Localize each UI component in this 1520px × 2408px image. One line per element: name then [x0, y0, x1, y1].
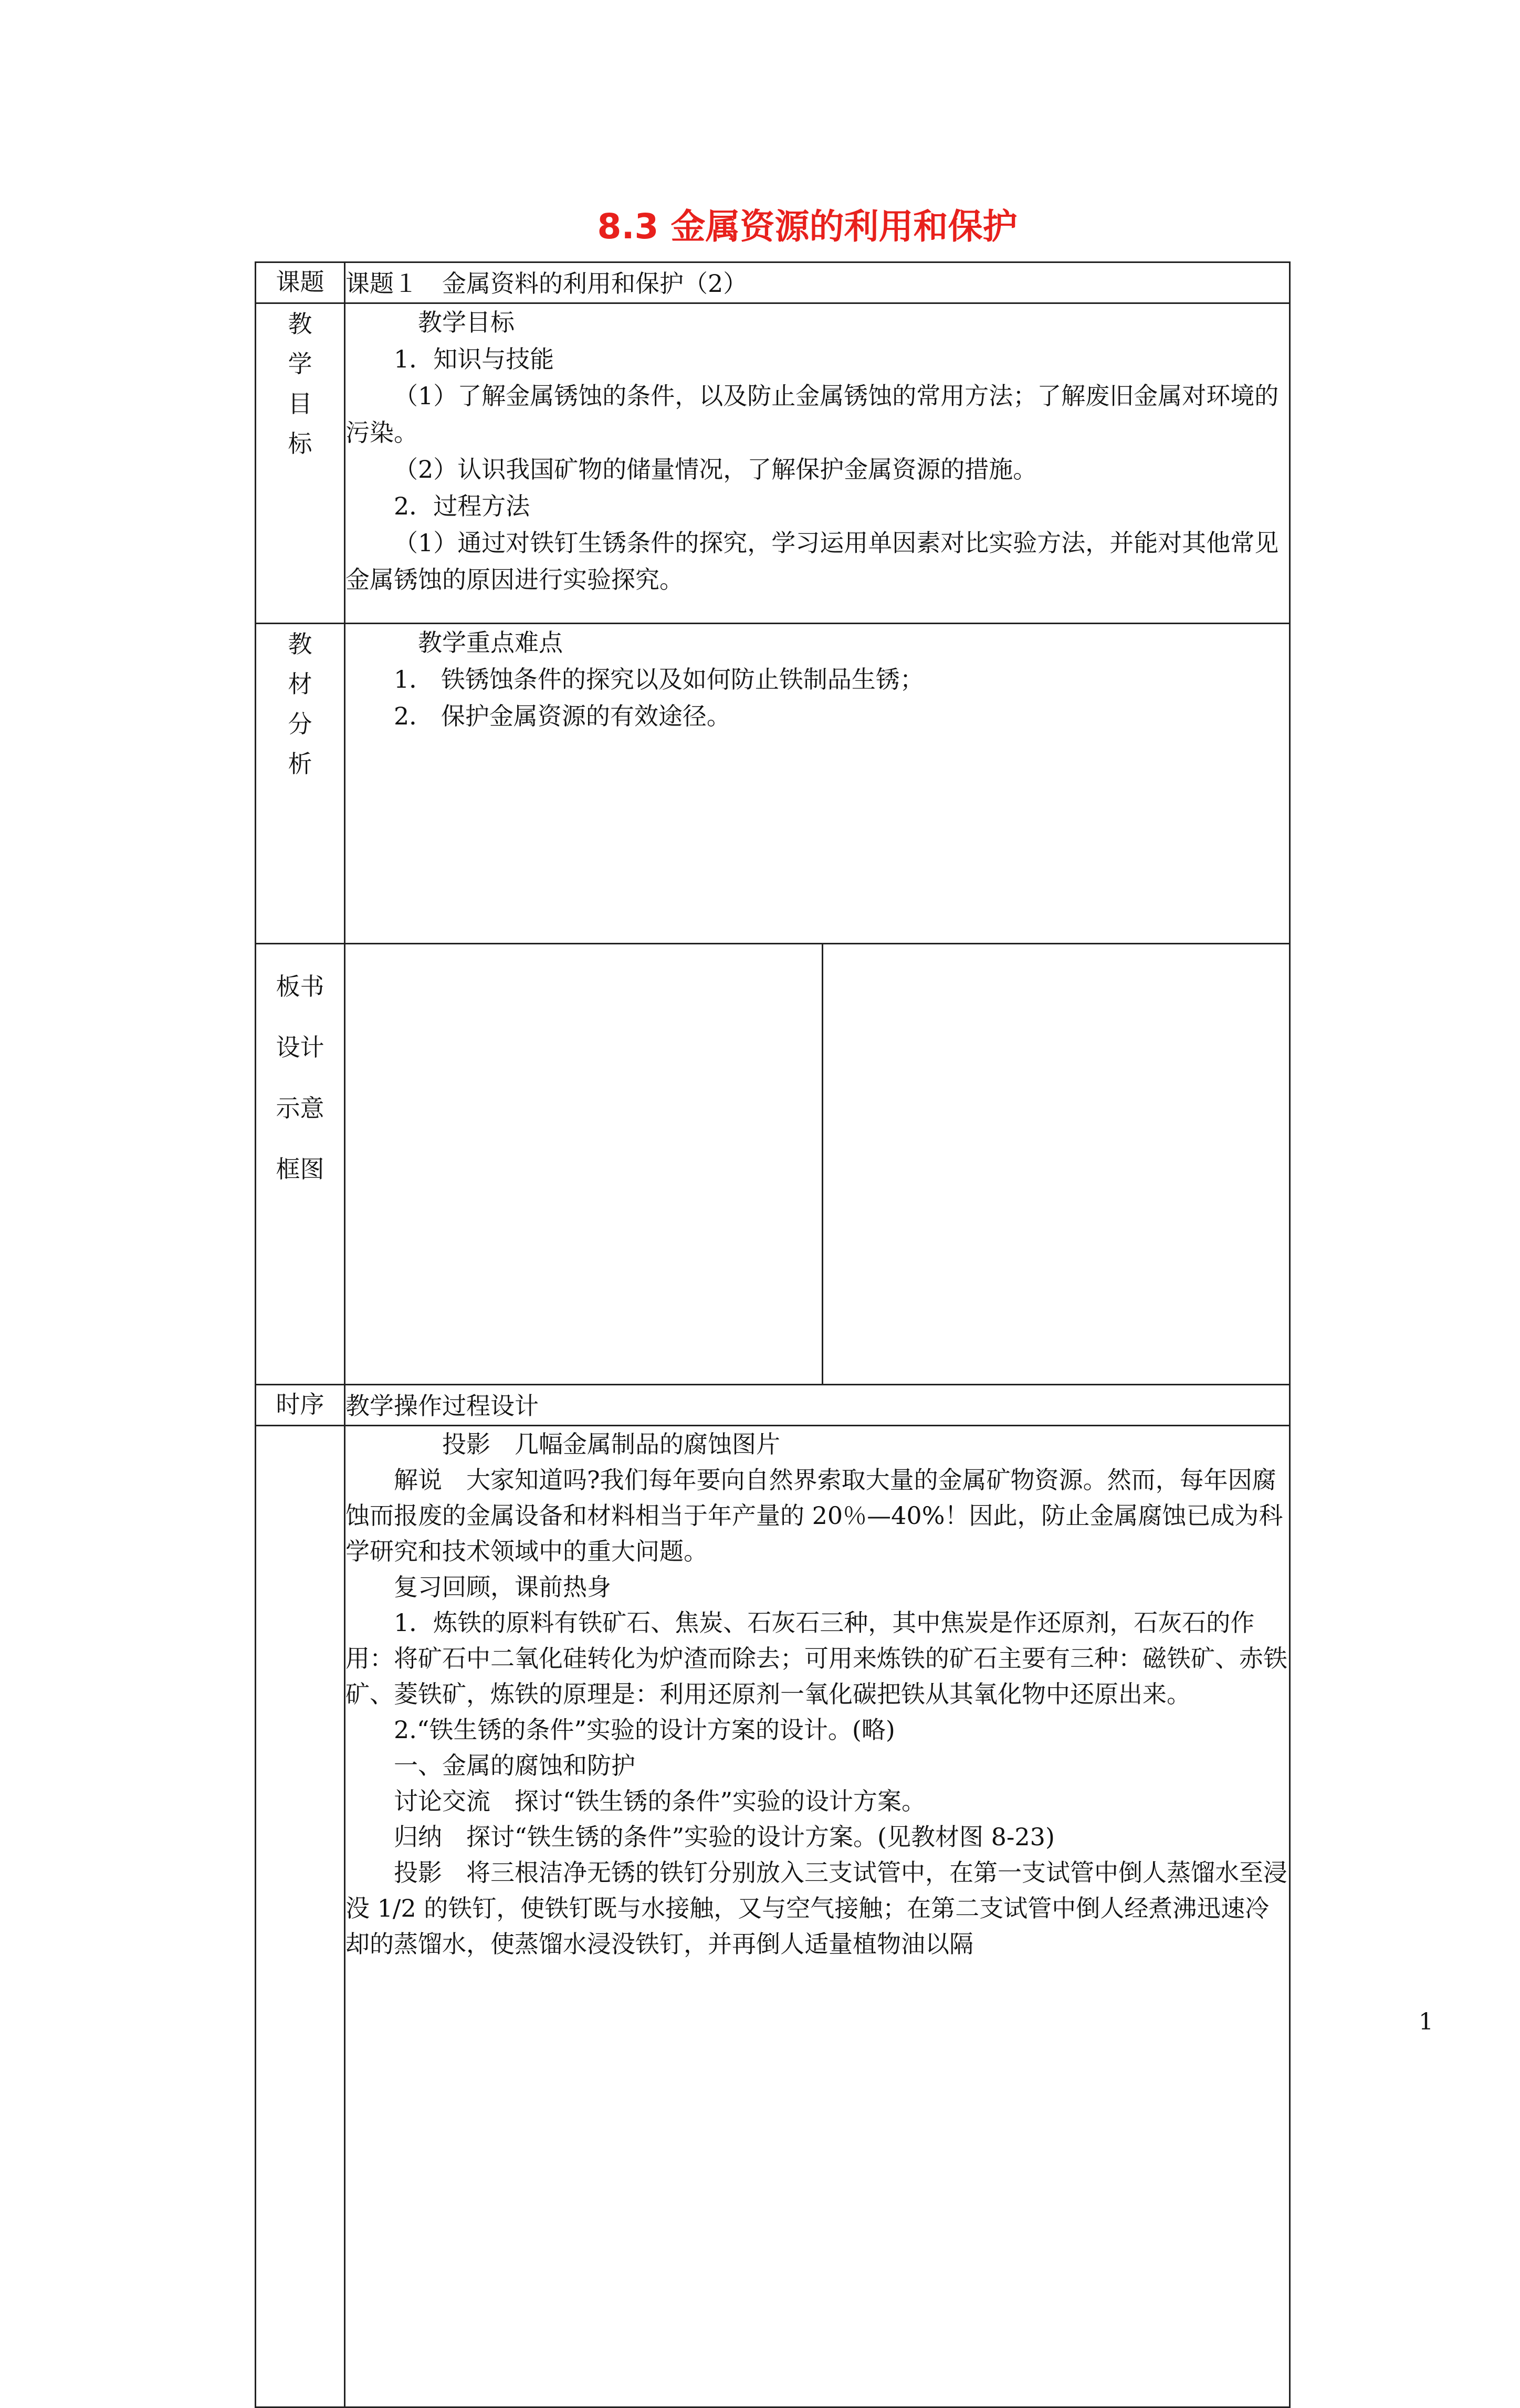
goals-heading: 教学目标 [418, 308, 515, 337]
goals-line: 1．知识与技能 [394, 345, 554, 373]
lesson-plan-table [255, 261, 1291, 2408]
process-line: 一、金属的腐蚀和防护 [394, 1751, 635, 1780]
board-label [256, 944, 345, 1385]
analysis-label [256, 624, 345, 944]
goals-label [256, 303, 345, 624]
goals-line: 2．过程方法 [394, 492, 530, 520]
analysis-label-char: 析 [288, 750, 312, 778]
sequence-row [256, 1385, 1290, 1426]
process-line: 复习回顾，课前热身 [394, 1573, 611, 1601]
goals-label-char: 学 [288, 350, 312, 378]
process-time-cell [256, 1426, 345, 2407]
process-heading: 投影 几幅金属制品的腐蚀图片 [442, 1430, 780, 1458]
board-label-line: 示意 [276, 1094, 324, 1122]
topic-label: 课题 [256, 262, 345, 303]
goals-row [256, 303, 1290, 624]
goals-label-char: 标 [288, 429, 312, 458]
goals-label-char: 教 [288, 310, 312, 338]
process-line: 归纳 探讨“铁生锈的条件”实验的设计方案。(见教材图 8-23) [394, 1823, 1055, 1851]
analysis-label-char: 分 [288, 710, 312, 738]
analysis-row [256, 624, 1290, 944]
process-line: 解说 大家知道吗?我们每年要向自然界索取大量的金属矿物资源。然而，每年因腐蚀而报废的金属设备和材料相当于年产量的 20％—40%！因此，防止金属腐蚀已成为科学研究和技术领域中的重大问题。 [345, 1466, 1283, 1565]
analysis-line: 1． 铁锈蚀条件的探究以及如何防止铁制品生锈； [394, 665, 924, 693]
process-content [345, 1426, 1290, 2407]
board-right-cell [823, 944, 1290, 1385]
sequence-value: 教学操作过程设计 [345, 1385, 1290, 1426]
board-label-line: 设计 [276, 1033, 324, 1061]
analysis-heading: 教学重点难点 [418, 628, 563, 657]
goals-line: （1）通过对铁钉生锈条件的探究，学习运用单因素对比实验方法，并能对其他常见金属锈蚀的原因进行实验探究。 [345, 529, 1279, 594]
topic-row [256, 262, 1290, 303]
process-row [256, 1426, 1290, 2407]
topic-value: 课题１ 金属资料的利用和保护（2） [345, 262, 1290, 303]
board-left-cell [345, 944, 823, 1385]
page-title: 8.3 金属资源的利用和保护 [597, 206, 1018, 247]
analysis-content [345, 624, 1290, 944]
goals-line: （2）认识我国矿物的储量情况，了解保护金属资源的措施。 [394, 455, 1037, 483]
sequence-label: 时序 [256, 1385, 345, 1426]
analysis-label-char: 教 [288, 630, 312, 658]
goals-label-char: 目 [288, 390, 312, 418]
board-label-line: 板书 [276, 972, 324, 1001]
goals-line: （1）了解金属锈蚀的条件，以及防止金属锈蚀的常用方法；了解废旧金属对环境的污染。 [345, 382, 1279, 447]
board-label-line: 框图 [276, 1155, 324, 1183]
analysis-label-char: 材 [288, 670, 312, 698]
process-line: 投影 将三根洁净无锈的铁钉分别放入三支试管中，在第一支试管中倒人蒸馏水至浸没 1/2 的铁钉，使铁钉既与水接触，又与空气接触；在第二支试管中倒人经煮沸迅速冷却的蒸馏水，使蒸馏水浸没铁钉，并再倒人适量植物油以隔 [345, 1858, 1287, 1958]
process-line: 2.“铁生锈的条件”实验的设计方案的设计。(略) [394, 1716, 895, 1744]
analysis-line: 2． 保护金属资源的有效途径。 [394, 702, 731, 730]
board-row [256, 944, 1290, 1385]
page-number: 1 [1419, 2009, 1433, 2035]
goals-content [345, 303, 1290, 624]
process-line: 讨论交流 探讨“铁生锈的条件”实验的设计方案。 [394, 1787, 926, 1815]
process-line: 1．炼铁的原料有铁矿石、焦炭、石灰石三种，其中焦炭是作还原剂，石灰石的作用：将矿石中二氧化硅转化为炉渣而除去；可用来炼铁的矿石主要有三种：磁铁矿、赤铁矿、菱铁矿，炼铁的原理是：利用还原剂一氧化碳把铁从其氧化物中还原出来。 [345, 1608, 1287, 1708]
